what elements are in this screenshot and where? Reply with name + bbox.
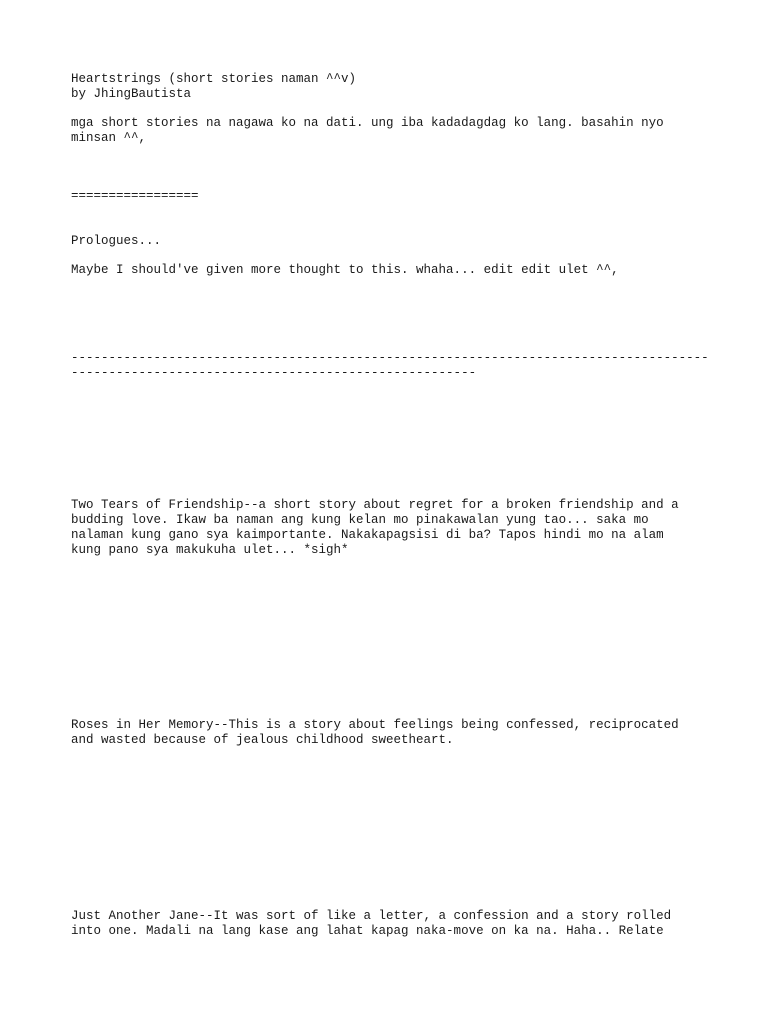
story-3-line-2: into one. Madali na lang kase ang lahat kapag naka-move on ka na. Haha.. Relate	[71, 924, 664, 938]
separator-equals: =================	[71, 189, 199, 203]
separator-dashes-line-2: ------------------------------------------------------	[71, 366, 477, 380]
document-byline: by JhingBautista	[71, 87, 192, 101]
separator-dashes-line-1: -------------------------------------------------------------------------------------	[71, 351, 709, 365]
prologues-note: Maybe I should've given more thought to this. whaha... edit edit ulet ^^,	[71, 263, 619, 277]
story-3-line-1: Just Another Jane--It was sort of like a letter, a confession and a story rolled	[71, 909, 672, 923]
story-1-line-1: Two Tears of Friendship--a short story about regret for a broken friendship and a	[71, 498, 679, 512]
story-1-line-2: budding love. Ikaw ba naman ang kung kelan mo pinakawalan yung tao... saka mo	[71, 513, 649, 527]
intro-line-1: mga short stories na nagawa ko na dati. ung iba kadadagdag ko lang. basahin nyo	[71, 116, 664, 130]
intro-line-2: minsan ^^,	[71, 131, 147, 145]
story-1-line-3: nalaman kung gano sya kaimportante. Nakakapagsisi di ba? Tapos hindi mo na alam	[71, 528, 664, 542]
story-1-line-4: kung pano sya makukuha ulet... *sigh*	[71, 543, 349, 557]
document-title: Heartstrings (short stories naman ^^v)	[71, 72, 357, 86]
prologues-heading: Prologues...	[71, 234, 162, 248]
story-2-line-2: and wasted because of jealous childhood sweetheart.	[71, 733, 454, 747]
story-2-line-1: Roses in Her Memory--This is a story about feelings being confessed, reciprocated	[71, 718, 679, 732]
